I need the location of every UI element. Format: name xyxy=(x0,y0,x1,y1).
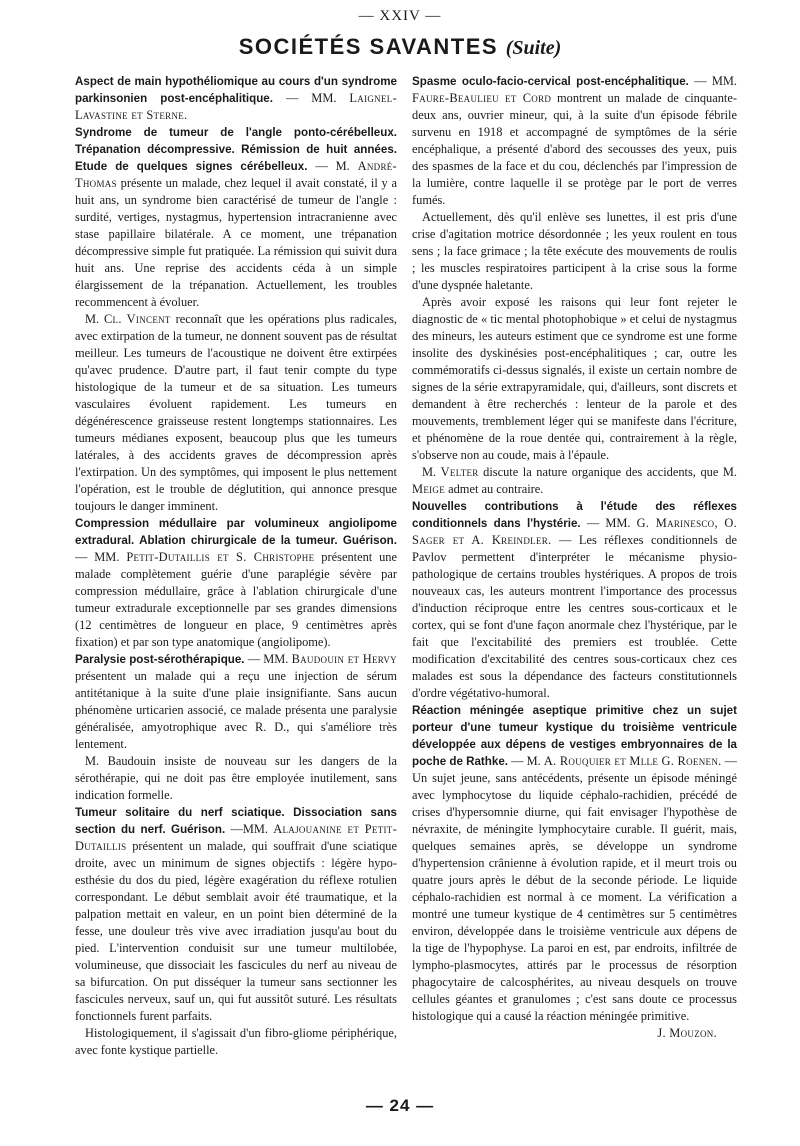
abstract-body: — Les réflexes conditionnels de Pavlov permettent d'interpréter le mécanisme physio-pathologique de certains troubles hystériques. A propos de trois nouveaux cas, les auteurs montrent l'importance des processus d'induction réciproque entre les centres sous-corticaux et le cortex, qui se font d'une façon anormale chez l'hystérique, par le fait que l'excitabilité des premiers est troublée. Cette modification d'excitabilité des centres sous-corticaux chez ces malades est sous la dépendance des facteurs constitutionnels d'ordre végétativo-humoral. xyxy=(412,533,737,700)
authors-prefix: — MM. xyxy=(688,74,737,88)
discussion-body: admet au contraire. xyxy=(445,482,544,496)
authors-prefix: — MM. xyxy=(272,91,350,105)
abstract-entry xyxy=(75,515,397,651)
abstract-body: présentent une malade complètement guérie d'une paraplégie sévère par compression médullaire, grâce à l'ablation chirurgicale d'une tumeur extradurale exceptionnelle par ses grandes dimensions (12 centimètres de longueur en place, 9 centimètres après fixation) et par son type anatomique (angiolipome). xyxy=(75,550,397,649)
report-signature xyxy=(412,1025,737,1042)
authors-prefix: — M. xyxy=(307,159,358,173)
abstract-title: Nouvelles contributions à l'étude des réflexes conditionnels dans l'hystérie. xyxy=(412,500,737,530)
section-title-suffix: (Suite) xyxy=(505,37,562,59)
page-folio: — 24 — xyxy=(365,1096,435,1115)
section-title-text: SOCIÉTÉS SAVANTES xyxy=(238,34,499,59)
authors-prefix: — MM. xyxy=(75,550,127,564)
abstract-body: présentent un malade qui a reçu une injection de sérum antitétanique à la suite d'une plaie insignifiante. Sans aucun phénomène urticarien associé, ce malade présenta une paralysie généralisée, amyotrophique avec R. D., qui s'améliore très lentement. xyxy=(75,669,397,751)
authors-prefix: — M. xyxy=(508,754,544,768)
authors-prefix: — MM. xyxy=(244,652,292,666)
abstract-entry xyxy=(75,651,397,753)
abstract-entry xyxy=(75,124,397,311)
continuation-paragraph: Histologiquement, il s'agissait d'un fibro-gliome périphérique, avec fonte kystique partielle. xyxy=(75,1026,397,1057)
abstract-body: montrent un malade de cinquante-deux ans, ouvrier mineur, qui, à la suite d'un épisode fébrile survenu en 1918 et accompagné de symptômes de la série encéphalique, a présenté d'abord des secousses des yeux, puis des spasmes de la face et du cou, déclenchés par l'impression de la lumière, contre laquelle il se protège par le port de verres fumés. xyxy=(412,91,737,207)
discussant-name: Cl. Vincent xyxy=(103,312,171,326)
abstract-title: Spasme oculo-facio-cervical post-encéphalitique. xyxy=(412,75,689,88)
section-title xyxy=(0,34,800,60)
abstract-entry xyxy=(412,702,737,1025)
abstract-authors: Alajouanine et Petit-Dutaillis xyxy=(75,822,397,853)
abstract-authors: Faure-Beaulieu et Cord xyxy=(412,91,552,105)
abstract-authors: Baudouin et Hervy xyxy=(291,652,397,666)
para-prefix: M. xyxy=(422,465,441,479)
abstract-body: présentent un malade, qui souffrait d'une sciatique droite, avec un minimum de signes objectifs : légère hypo-esthésie du dos du pied, légère exagération du réflexe rotulien correspondant. Le début semblait avoir été traumatique, et la palpation mettait en valeur, en un point bien déterminé de la fesse, une douleur très vive avec irradiation jusqu'au bout du pied. L'intervention conduisit sur une tumeur multilobée, volumineuse, que dissociait les fascicules du nerf au niveau de sa bifurcation. On put disséquer la tumeur sans sectionner les fascicules nerveux, sauf un, qui fut aussitôt suturé. Les résultats fonctionnels furent parfaits. xyxy=(75,839,397,1023)
abstract-body: présente un malade, chez lequel il avait constaté, il y a huit ans, un syndrome bien caractérisé de tumeur de l'angle : surdité, vertiges, nystagmus, hypertension intracranienne avec stase papillaire bilatérale. A ce moment, une trépanation décompressive simple fut pratiquée. La rémission qui suivit dura huit ans. Une reprise des accidents céda à un simple élargissement de la trépanation. Actuellement, les troubles recommencent à évoluer. xyxy=(75,176,397,309)
signature-name: J. Mouzon. xyxy=(657,1026,717,1040)
authors-prefix: — MM. xyxy=(580,516,637,530)
discussant-name: Velter xyxy=(440,465,479,479)
discussion-body: reconnaît que les opérations plus radicales, avec extirpation de la tumeur, ne donnent souvent pas de résultat meilleur. Les tumeurs de l'acoustique ne doivent être extirpées qu'avec prudence. D'autre part, il faut tenir compte du type histologique de la tumeur et de sa situation. Les tumeurs vasculaires évoluent rapidement. Les tumeurs en dégénérescence graisseuse restent longtemps stationnaires. Les tumeurs médianes exposent, beaucoup plus que les tumeurs latérales, à des accidents graves de décompression après l'extirpation. Un des symptômes, qui imposent le plus nettement l'opération, est le trouble de déglutition, qui annonce presque toujours le danger imminent. xyxy=(75,312,397,513)
authors-prefix: —MM. xyxy=(225,822,274,836)
continuation-paragraph: Actuellement, dès qu'il enlève ses lunettes, il est pris d'une crise d'agitation motrice désordonnée ; les yeux roulent en tous sens ; la face grimace ; la tête exécute des mouvements de roulis ; les muscles respiratoires participent à la crise sous la forme d'une dyspnée haletante. xyxy=(412,210,737,292)
abstract-authors: G. Marinesco, O. Sager et A. Kreindler. xyxy=(412,516,737,547)
para-prefix: M. xyxy=(85,312,104,326)
discussion-paragraph xyxy=(412,464,737,498)
abstract-entry xyxy=(75,804,397,1025)
abstract-title: Réaction méningée aseptique primitive chez un sujet porteur d'une tumeur kystique du troisième ventricule développée aux dépens de vestiges embryonnaires de la poche de Rathke. xyxy=(412,704,737,768)
left-column xyxy=(75,73,397,1095)
abstract-authors: André-Thomas xyxy=(75,159,397,190)
right-column xyxy=(412,73,737,1095)
abstract-title: Compression médullaire par volumineux angiolipome extradural. Ablation chirurgicale de la tumeur. Guérison. xyxy=(75,517,397,547)
abstract-entry xyxy=(412,498,737,702)
abstract-entry xyxy=(412,73,737,209)
discussion-paragraph xyxy=(75,311,397,515)
abstract-entry xyxy=(75,73,397,124)
abstract-body: — Un sujet jeune, sans antécédents, présente un épisode méningé avec lymphocytose du liquide céphalo-rachidien, précédé de crises d'hypersomnie diurne, qui fait envisager l'hypothèse de névraxite, de méningite lymphocytaire curable. Il guérit, mais, quelques semaines après, se développe un syndrome d'hypertension crânienne à évolution rapide, et il meurt trois ou quatre jours après le début de la seconde période. Le liquide céphalo-rachidien est normal à ce moment. La vérification a montré une tumeur kystique de 4 centimètres sur 5 centimètres environ, développée dans le troisième ventricule aux dépens de la tige de l'hypophyse. La paroi en est, par endroits, infiltrée de lympho-plasmocytes, attirés par le processus de résorption phagocytaire de calcosphérites, au niveau desquels on trouve cellules géantes et granulomes ; c'est sans doute ce processus histologique qui a causé la réaction méningée primitive. xyxy=(412,754,737,1023)
roman-page-number: — XXIV — xyxy=(358,8,442,24)
discussion-paragraph: M. Baudouin insiste de nouveau sur les dangers de la sérothérapie, qui ne doit pas être employée inutilement, sans indication formelle. xyxy=(75,754,397,802)
abstract-authors: Laignel-Lavastine et Sterne. xyxy=(75,91,397,122)
abstract-title: Tumeur solitaire du nerf sciatique. Dissociation sans section du nerf. Guérison. xyxy=(75,806,397,836)
continuation-paragraph: Après avoir exposé les raisons qui leur font rejeter le diagnostic de « tic mental photophobique » et celui de nystagmus des mineurs, les auteurs estiment que ce syndrome est une forme insolite des dyskinésies post-encéphalitiques ; car, outre les commémoratifs ci-dessus signalés, il existe un certain nombre de signes de la série extrapyramidale, qui, d'ailleurs, sont discrets et demandent à être recherchés : lenteur de la parole et des mouvements, tremblement léger qui se manifeste dans l'écriture, et phénomène de la roue dentée qui, contrairement à la règle, s'observe non au coude, mais à l'épaule. xyxy=(412,295,737,462)
discussant-name: Meige xyxy=(412,482,446,496)
abstract-title: Paralysie post-sérothérapique. xyxy=(75,653,245,666)
abstract-title: Aspect de main hypothéliomique au cours d'un syndrome parkinsonien post-encéphalitique. xyxy=(75,75,397,105)
abstract-title: Syndrome de tumeur de l'angle ponto-cérébelleux. Trépanation décompressive. Rémission de huit années. Etude de quelques signes cérébelleux. xyxy=(75,126,397,173)
abstract-authors: Petit-Dutaillis et S. Christophe xyxy=(126,550,315,564)
discussion-text: discute la nature organique des accidents, que M. xyxy=(478,465,737,479)
abstract-authors: A. Rouquier et Mlle G. Roenen. xyxy=(543,754,722,768)
